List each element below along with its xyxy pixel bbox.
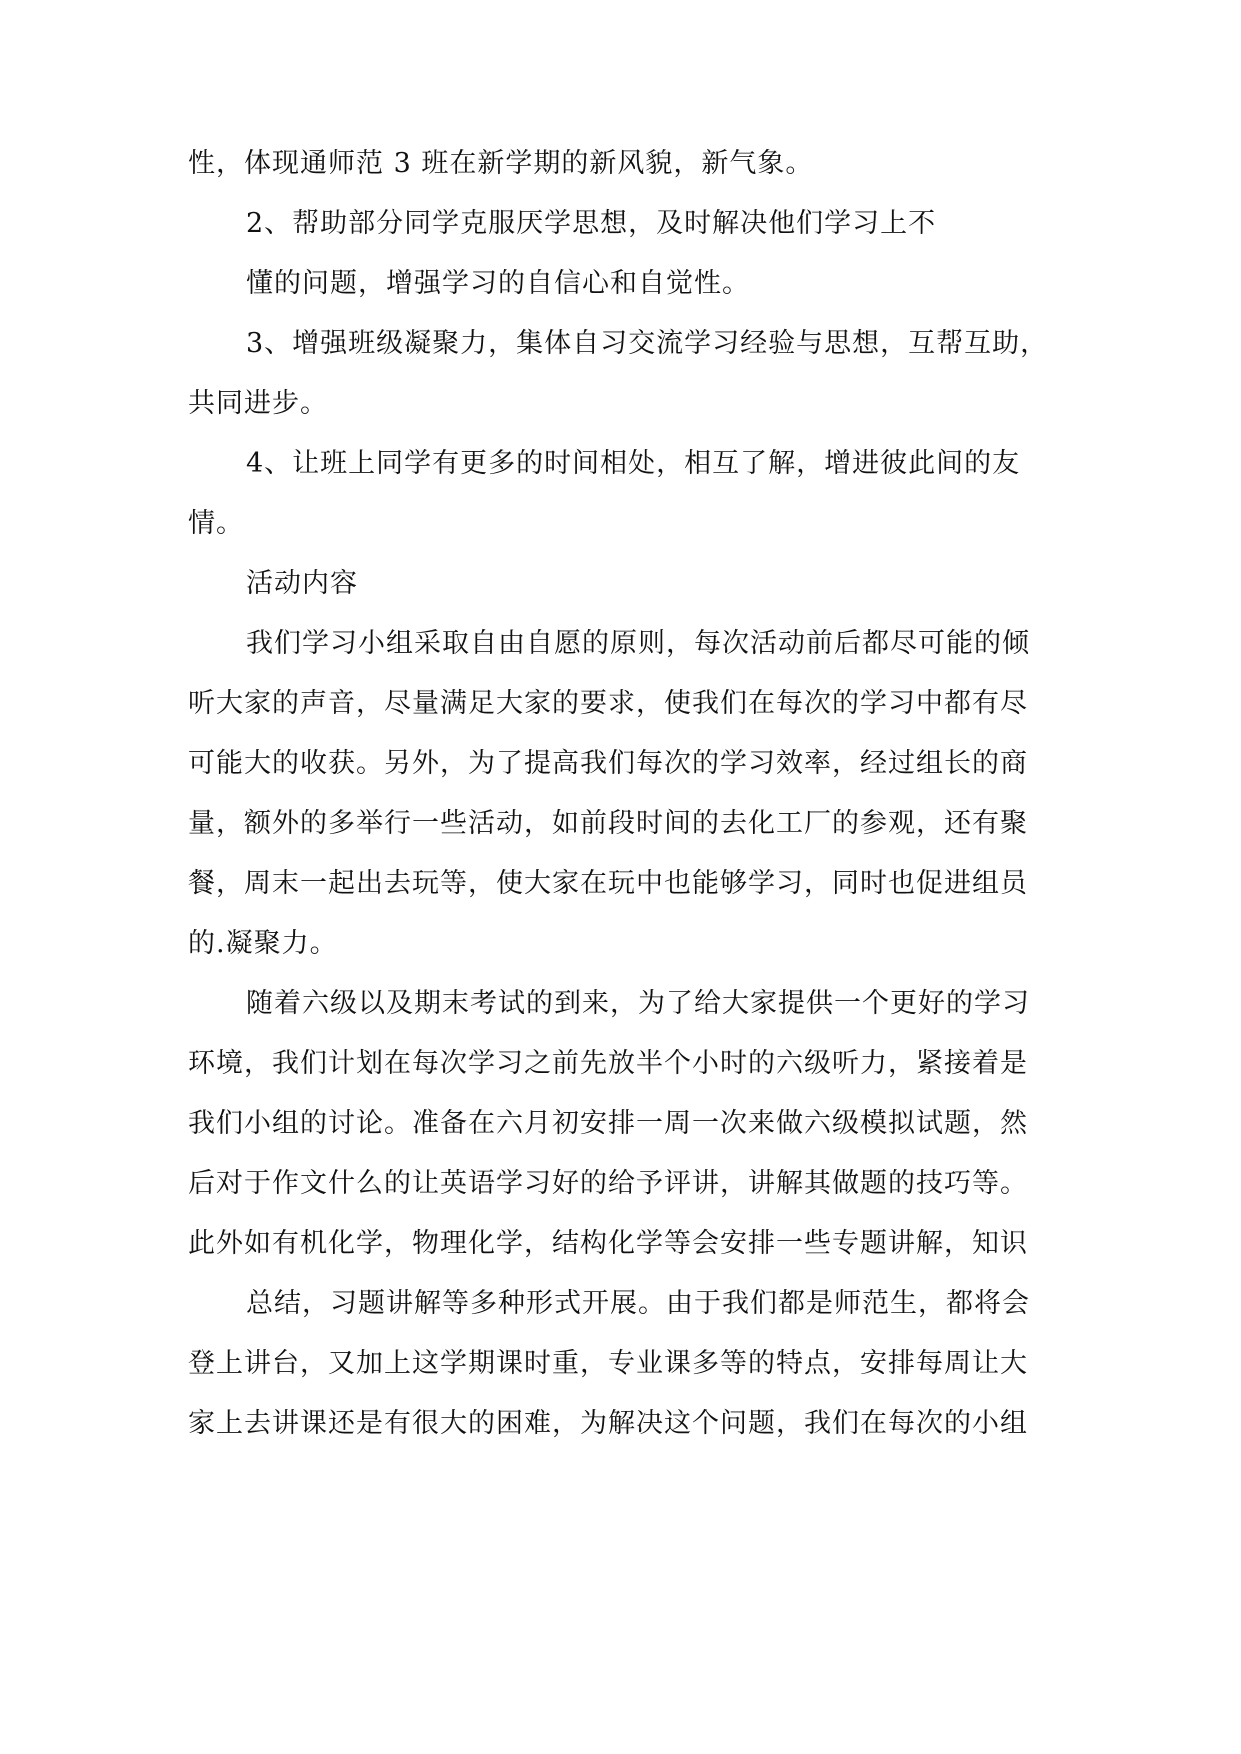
text-line: 家上去讲课还是有很大的困难，为解决这个问题，我们在每次的小组: [188, 1408, 1028, 1439]
text-line: 可能大的收获。另外，为了提高我们每次的学习效率，经过组长的商: [188, 748, 1028, 779]
text-line: 我们小组的讨论。准备在六月初安排一周一次来做六级模拟试题，然: [188, 1108, 1028, 1139]
text-line: 总结，习题讲解等多种形式开展。由于我们都是师范生，都将会: [246, 1288, 1030, 1319]
text-line: 的.凝聚力。: [188, 928, 338, 959]
text-line: 2、帮助部分同学克服厌学思想，及时解决他们学习上不: [246, 208, 937, 239]
text-line: 情。: [188, 508, 244, 539]
text-line: 听大家的声音，尽量满足大家的要求，使我们在每次的学习中都有尽: [188, 688, 1028, 719]
text-line: 我们学习小组采取自由自愿的原则，每次活动前后都尽可能的倾: [246, 628, 1030, 659]
text-line: 此外如有机化学，物理化学，结构化学等会安排一些专题讲解，知识: [188, 1228, 1028, 1259]
text-line: 量，额外的多举行一些活动，如前段时间的去化工厂的参观，还有聚: [188, 808, 1028, 839]
text-line: 登上讲台，又加上这学期课时重，专业课多等的特点，安排每周让大: [188, 1348, 1028, 1379]
section-heading: 活动内容: [246, 568, 358, 599]
text-line: 懂的问题，增强学习的自信心和自觉性。: [246, 268, 750, 299]
text-line: 4、让班上同学有更多的时间相处，相互了解，增进彼此间的友: [246, 448, 1021, 479]
text-line: 后对于作文什么的让英语学习好的给予评讲，讲解其做题的技巧等。: [188, 1168, 1028, 1199]
text-line: 餐，周末一起出去玩等，使大家在玩中也能够学习，同时也促进组员: [188, 868, 1028, 899]
text-line: 性，体现通师范 3 班在新学期的新风貌，新气象。: [188, 148, 814, 179]
text-line: 3、增强班级凝聚力，集体自习交流学习经验与思想，互帮互助，: [246, 328, 1049, 359]
text-line: 环境，我们计划在每次学习之前先放半个小时的六级听力，紧接着是: [188, 1048, 1028, 1079]
text-line: 随着六级以及期末考试的到来，为了给大家提供一个更好的学习: [246, 988, 1030, 1019]
text-line: 共同进步。: [188, 388, 328, 419]
